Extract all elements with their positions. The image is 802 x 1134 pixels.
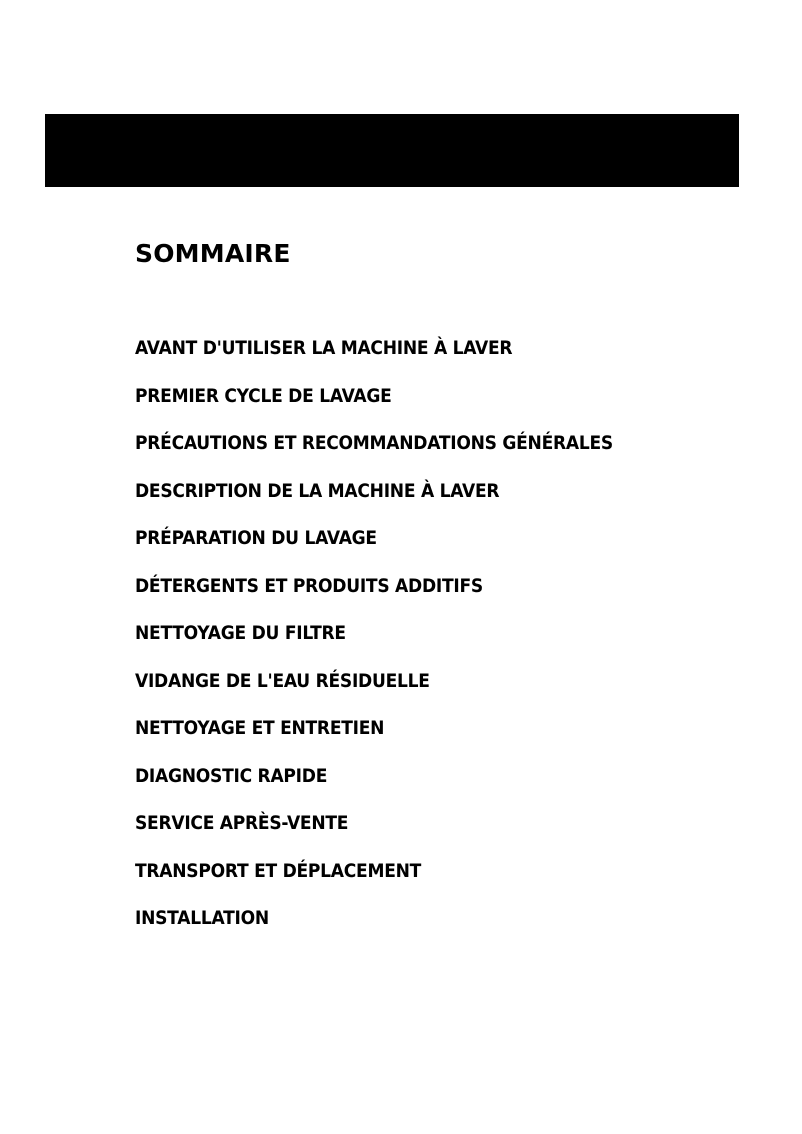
toc-item: VIDANGE DE L'EAU RÉSIDUELLE <box>135 669 430 692</box>
toc-item: PREMIER CYCLE DE LAVAGE <box>135 384 392 407</box>
toc-item: SERVICE APRÈS-VENTE <box>135 812 349 834</box>
toc-item: NETTOYAGE ET ENTRETIEN <box>135 717 385 739</box>
page-title: SOMMAIRE <box>135 239 291 268</box>
toc-item: PRÉCAUTIONS ET RECOMMANDATIONS GÉNÉRALES <box>135 432 613 454</box>
toc-item: AVANT D'UTILISER LA MACHINE À LAVER <box>135 337 513 359</box>
header-band <box>45 114 739 187</box>
toc-item: DÉTERGENTS ET PRODUITS ADDITIFS <box>135 574 483 597</box>
table-of-contents <box>135 334 666 952</box>
toc-item: NETTOYAGE DU FILTRE <box>135 622 346 644</box>
toc-item: DIAGNOSTIC RAPIDE <box>135 764 328 787</box>
toc-item: INSTALLATION <box>135 907 269 929</box>
toc-item: PRÉPARATION DU LAVAGE <box>135 527 377 549</box>
toc-item: TRANSPORT ET DÉPLACEMENT <box>135 859 422 882</box>
toc-item: DESCRIPTION DE LA MACHINE À LAVER <box>135 479 500 502</box>
